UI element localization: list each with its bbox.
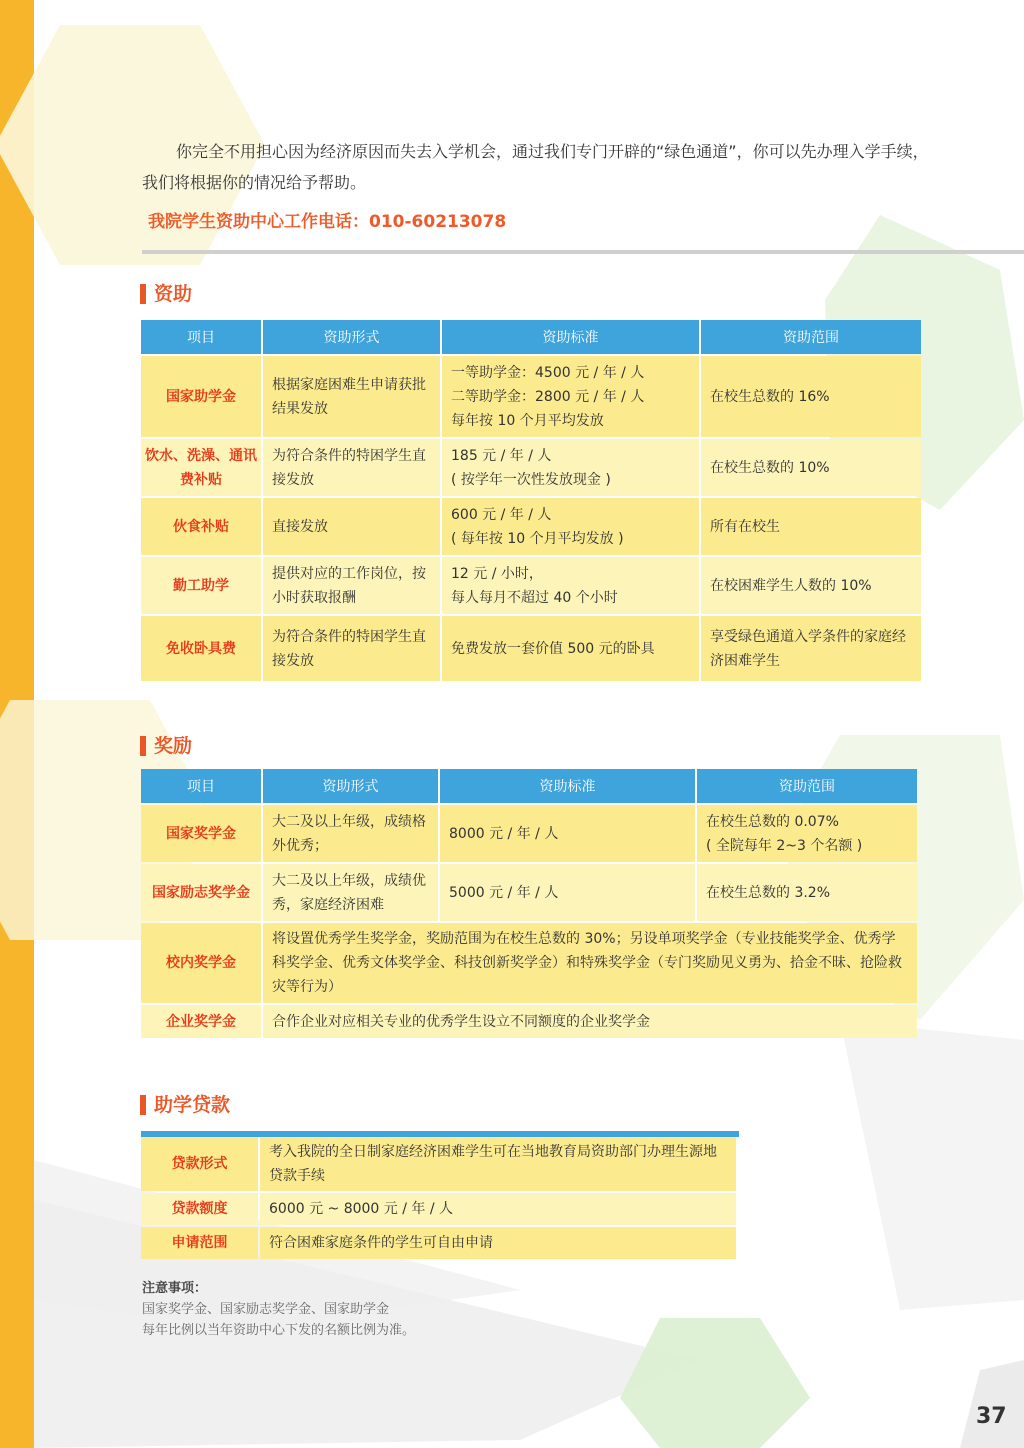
table-row [141,498,921,555]
cell-scope: 在校生总数的 16% [701,356,921,437]
column-header: 资助标准 [442,320,699,354]
row-label: 贷款额度 [141,1193,258,1225]
row-label: 勤工助学 [141,557,261,614]
cell-form: 提供对应的工作岗位，按小时获取报酬 [263,557,440,614]
table-row [141,1137,736,1191]
table-row [141,1227,736,1259]
table-row [141,439,921,496]
subsidy-table [139,318,923,683]
table-row [141,1005,917,1038]
cell-scope: 享受绿色通道入学条件的家庭经济困难学生 [701,616,921,681]
row-label: 国家助学金 [141,356,261,437]
cell-merged: 将设置优秀学生奖学金，奖励范围为在校生总数的 30%；另设单项奖学金（专业技能奖学金、优秀学科奖学金、优秀文体奖学金、科技创新奖学金）和特殊奖学金（专门奖励见义勇为、拾金不昧、抢险救灾等行为） [263,923,917,1003]
loan-table [139,1135,738,1261]
cell-scope: 在校生总数的 0.07% ( 全院每年 2~3 个名额 ) [697,805,917,862]
award-table [139,767,919,1040]
row-label: 免收卧具费 [141,616,261,681]
column-header: 资助形式 [263,769,438,803]
cell-standard: 600 元 / 年 / 人 ( 每年按 10 个月平均发放 ) [442,498,699,555]
intro-text: 你完全不用担心因为经济原因而失去入学机会，通过我们专门开辟的“绿色通道”，你可以先办理入学手续，我们将根据你的情况给予帮助。 [142,142,929,192]
contact-phone: 我院学生资助中心工作电话：010-60213078 [148,212,507,232]
divider [142,250,1024,254]
column-header: 资助形式 [263,320,440,354]
table-row [141,1193,736,1225]
notes-title: 注意事项： [142,1281,208,1296]
table-row [141,864,917,921]
table-row [141,805,917,862]
cell-text: 考入我院的全日制家庭经济困难学生可在当地教育局资助部门办理生源地贷款手续 [260,1137,736,1191]
cell-text: 符合困难家庭条件的学生可自由申请 [260,1227,736,1259]
column-header: 资助标准 [440,769,695,803]
row-label: 企业奖学金 [141,1005,261,1038]
cell-form: 大二及以上年级，成绩格外优秀； [263,805,438,862]
table-row [141,923,917,1003]
row-label: 申请范围 [141,1227,258,1259]
cell-standard: 12 元 / 小时， 每人每月不超过 40 个小时 [442,557,699,614]
notes-line: 每年比例以当年资助中心下发的名额比例为准。 [142,1323,416,1338]
row-label: 国家励志奖学金 [141,864,261,921]
row-label: 校内奖学金 [141,923,261,1003]
table-header-row [141,320,921,354]
cell-form: 根据家庭困难生申请获批结果发放 [263,356,440,437]
cell-form: 直接发放 [263,498,440,555]
section-title-loan: 助学贷款 [140,1094,230,1116]
column-header: 项目 [141,320,261,354]
cell-text: 6000 元 ~ 8000 元 / 年 / 人 [260,1193,736,1225]
cell-standard: 一等助学金：4500 元 / 年 / 人 二等助学金：2800 元 / 年 / 人 每年按 10 个月平均发放 [442,356,699,437]
intro-paragraph [142,136,932,198]
column-header: 资助范围 [701,320,921,354]
cell-merged: 合作企业对应相关专业的优秀学生设立不同额度的企业奖学金 [263,1005,917,1038]
column-header: 资助范围 [697,769,917,803]
cell-scope: 在校困难学生人数的 10% [701,557,921,614]
cell-scope: 在校生总数的 3.2% [697,864,917,921]
cell-form: 为符合条件的特困学生直接发放 [263,616,440,681]
section-title-award: 奖励 [140,735,192,757]
row-label: 贷款形式 [141,1137,258,1191]
section-title-subsidy: 资助 [140,283,192,305]
table-header-row [141,769,917,803]
table-row [141,616,921,681]
cell-form: 为符合条件的特困学生直接发放 [263,439,440,496]
cell-scope: 所有在校生 [701,498,921,555]
table-row [141,557,921,614]
table-row [141,356,921,437]
cell-standard: 185 元 / 年 / 人 ( 按学年一次性发放现金 ) [442,439,699,496]
notes-block [142,1278,415,1341]
row-label: 国家奖学金 [141,805,261,862]
cell-form: 大二及以上年级，成绩优秀，家庭经济困难 [263,864,438,921]
page-number: 37 [976,1404,1007,1429]
cell-standard: 5000 元 / 年 / 人 [440,864,695,921]
cell-scope: 在校生总数的 10% [701,439,921,496]
row-label: 饮水、洗澡、通讯费补贴 [141,439,261,496]
column-header: 项目 [141,769,261,803]
cell-standard: 免费发放一套价值 500 元的卧具 [442,616,699,681]
notes-line: 国家奖学金、国家励志奖学金、国家助学金 [142,1302,390,1317]
cell-standard: 8000 元 / 年 / 人 [440,805,695,862]
row-label: 伙食补贴 [141,498,261,555]
